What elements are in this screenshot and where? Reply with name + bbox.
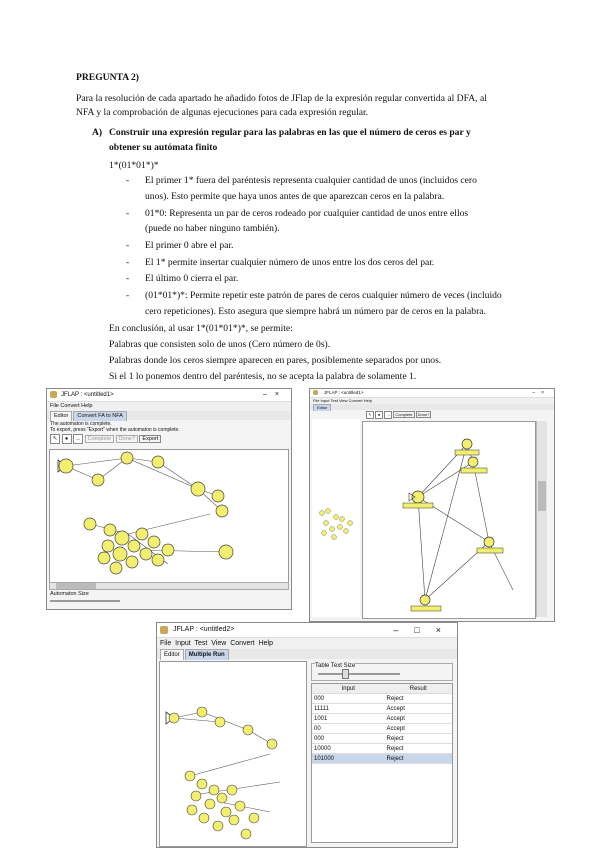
menu-convert[interactable]: Convert — [230, 640, 255, 647]
automaton-canvas[interactable] — [49, 449, 289, 583]
jflap-screenshot-dfa — [309, 388, 555, 622]
tab-bar — [47, 411, 291, 420]
bullet-dash: - — [126, 273, 130, 284]
conclusion-4: Si el 1 lo ponemos dentro del paréntesis, no se acepta la palabra de solamente 1. — [109, 371, 417, 382]
result-cell: Reject — [385, 754, 452, 764]
bullet-dash: - — [126, 208, 130, 219]
input-cell[interactable]: 00 — [312, 724, 385, 734]
section-title-line-2: obtener su autómata finito — [109, 142, 218, 153]
window-titlebar — [47, 389, 291, 402]
bullet-dash: - — [126, 240, 130, 251]
window-titlebar — [157, 623, 457, 638]
tab-multiple-run[interactable]: Multiple Run — [185, 649, 229, 660]
input-cell[interactable]: 000 — [312, 694, 385, 704]
section-label: A) — [92, 127, 103, 138]
table-text-size-label: Table Text Size — [315, 663, 356, 669]
automaton-canvas[interactable] — [159, 661, 307, 847]
table-row[interactable] — [312, 744, 452, 754]
bullet-2-line-1: 01*0: Representa un par de ceros rodeado por cualquier cantidad de unos entre ellos — [145, 208, 469, 219]
conclusion-1: En conclusión, al usar 1*(01*01*)*, se permite: — [109, 323, 293, 334]
dfa-canvas[interactable] — [362, 421, 536, 619]
window-title: JFLAP : <untitled2> — [173, 626, 235, 633]
transition-tool-icon[interactable]: → — [386, 412, 391, 417]
tab-bar — [310, 404, 554, 410]
window-controls[interactable]: –× — [263, 391, 287, 398]
tab-editor[interactable]: Editor — [50, 411, 72, 421]
table-row-selected[interactable] — [312, 754, 452, 764]
jflap-logo-icon — [50, 391, 57, 398]
window-titlebar — [310, 389, 554, 398]
done-button[interactable]: Done? — [417, 412, 430, 417]
slider-thumb[interactable] — [342, 669, 349, 679]
menu-test[interactable]: Test — [194, 640, 208, 647]
input-cell[interactable]: 10000 — [312, 744, 385, 754]
menu-bar — [157, 638, 457, 649]
results-table — [311, 683, 453, 843]
nfa-preview-panel — [312, 419, 360, 617]
conclusion-3: Palabras donde los ceros siempre aparecen en pares, posiblemente separados por unos. — [109, 355, 442, 366]
size-slider[interactable] — [50, 600, 120, 602]
state-tool-icon[interactable]: ● — [62, 434, 72, 444]
automaton-size-label: Automaton Size — [50, 591, 89, 597]
vertical-scrollbar[interactable] — [536, 421, 547, 617]
transition-tool-icon[interactable]: → — [73, 434, 83, 444]
table-row[interactable] — [312, 694, 452, 704]
input-cell[interactable]: 101000 — [312, 754, 385, 764]
result-cell: Accept — [385, 714, 452, 724]
menu-input[interactable]: Input — [175, 640, 191, 647]
info-line-2: To export, press "Export" when the automaton is complete. — [50, 427, 180, 433]
result-cell: Reject — [385, 734, 452, 744]
tab-editor[interactable]: Editor — [313, 404, 331, 411]
column-header-input[interactable]: Input — [312, 684, 385, 694]
bullet-dash: - — [126, 175, 130, 186]
tab-editor[interactable]: Editor — [160, 649, 184, 660]
window-title: JFLAP : <untitled1> — [324, 390, 364, 395]
complete-button[interactable]: Complete — [85, 435, 115, 443]
window-controls[interactable]: –□× — [393, 625, 457, 635]
intro-line-1: Para la resolución de cada apartado he añadido fotos de JFlap de la expresión regular convertida al DFA, al — [76, 93, 487, 104]
bullet-dash: - — [126, 257, 130, 268]
bullet-dash: - — [126, 290, 130, 301]
input-cell[interactable]: 11111 — [312, 704, 385, 714]
bullet-5-line-1: El último 0 cierra el par. — [145, 273, 239, 284]
result-cell: Accept — [385, 704, 452, 714]
arrow-tool-icon[interactable]: ↖ — [366, 411, 374, 419]
conclusion-2: Palabras que consisten solo de unos (Cero número de 0s). — [109, 339, 331, 350]
input-cell[interactable]: 000 — [312, 734, 385, 744]
bullet-3-line-1: El primer 0 abre el par. — [145, 240, 234, 251]
window-controls[interactable]: –× — [532, 390, 550, 396]
toolbar — [47, 434, 291, 444]
done-button[interactable]: Done? — [116, 435, 138, 443]
column-header-result[interactable]: Result — [385, 684, 452, 694]
jflap-logo-icon — [160, 626, 168, 634]
text-size-slider[interactable] — [318, 673, 400, 675]
tab-convert[interactable]: Convert FA to NFA — [73, 411, 127, 421]
jflap-screenshot-nfa — [46, 388, 292, 610]
table-row[interactable] — [312, 734, 452, 744]
toolbar — [366, 411, 431, 419]
section-title-line-1: Construir una expresión regular para las palabras en las que el número de ceros es par y — [109, 127, 471, 138]
arrow-tool-icon[interactable]: ↖ — [50, 434, 60, 444]
menu-help[interactable]: Help — [258, 640, 273, 647]
table-row[interactable] — [312, 724, 452, 734]
menu-bar[interactable]: File Convert Help — [47, 402, 291, 411]
bullet-1-line-2: unos). Esto permite que haya unos antes de que aparezcan ceros en la palabra. — [145, 191, 445, 202]
bullet-1-line-1: El primer 1* fuera del paréntesis representa cualquier cantidad de unos (incluidos cero — [145, 175, 477, 186]
state-tool-icon[interactable]: ● — [375, 411, 383, 419]
result-cell: Accept — [385, 724, 452, 734]
export-button[interactable]: Export — [139, 435, 161, 443]
jflap-logo-icon — [313, 390, 318, 395]
input-cell[interactable]: 1001 — [312, 714, 385, 724]
table-row[interactable] — [312, 714, 452, 724]
bullet-2-line-2: (puede no haber ninguno también). — [145, 223, 280, 234]
info-text — [47, 420, 291, 434]
intro-line-2: NFA y la comprobación de algunas ejecuciones para cada expresión regular. — [76, 107, 369, 118]
complete-button[interactable]: Complete — [395, 412, 413, 417]
result-cell: Reject — [385, 694, 452, 704]
info-line-1: The automaton is complete. — [50, 421, 112, 427]
bullet-4-line-1: El 1* permite insertar cualquier número de unos entre los dos ceros del par. — [145, 257, 435, 268]
bullet-6-line-1: (01*01*)*: Permite repetir este patrón de pares de ceros cualquier número de veces (incluido — [145, 290, 502, 301]
table-row[interactable] — [312, 704, 452, 714]
regex: 1*(01*01*)* — [109, 160, 159, 171]
jflap-screenshot-multiple-run — [156, 622, 458, 848]
window-title: JFLAP : <untitled1> — [61, 392, 114, 398]
menu-file[interactable]: File — [160, 640, 172, 647]
multiple-run-panel — [309, 661, 455, 845]
question-heading: PREGUNTA 2) — [76, 72, 139, 83]
bullet-6-line-2: cero repeticiones). Esto asegura que siempre habrá un número par de ceros en la palabra. — [145, 306, 486, 317]
menu-bar[interactable]: File Input Test View Convert Help — [310, 398, 554, 404]
horizontal-scrollbar[interactable] — [49, 582, 289, 590]
menu-view[interactable]: View — [211, 640, 227, 647]
tab-bar — [157, 649, 457, 659]
table-text-size-group — [311, 663, 453, 681]
result-cell: Reject — [385, 744, 452, 754]
